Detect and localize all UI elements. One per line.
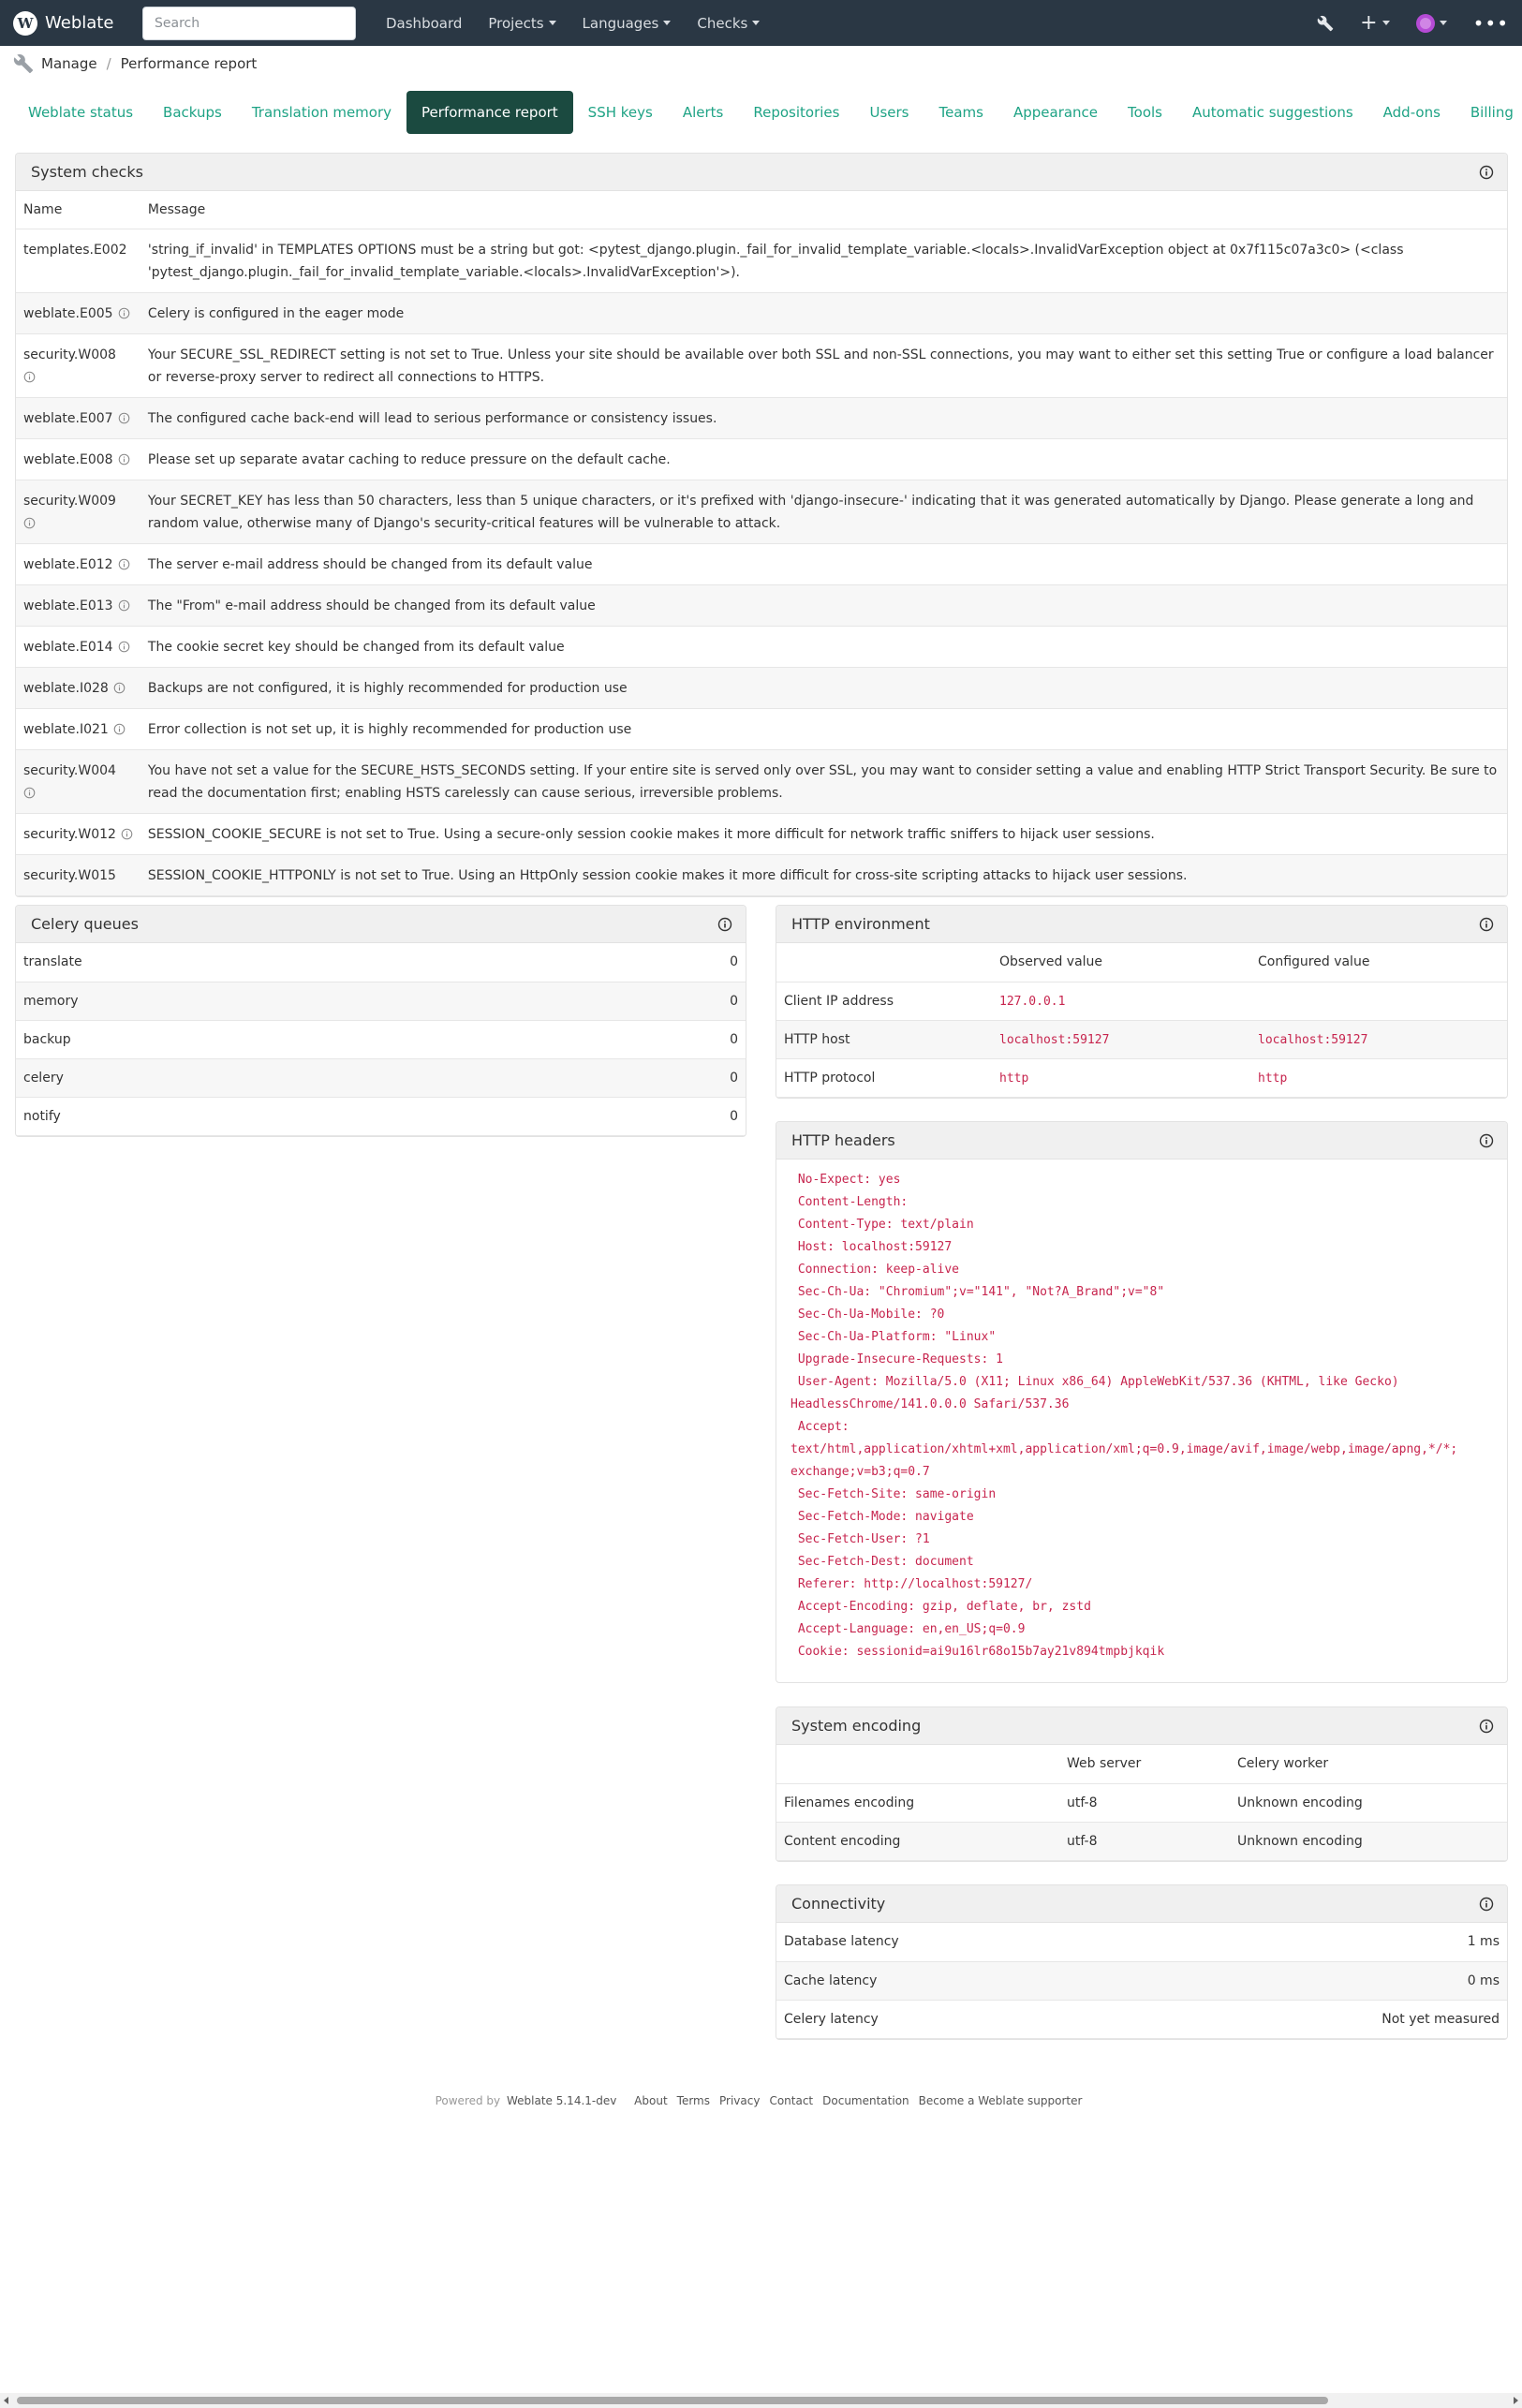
observed-value: http — [999, 1071, 1029, 1086]
check-id: security.W012 — [23, 826, 116, 842]
avatar — [1416, 14, 1435, 33]
admin-wrench-icon[interactable] — [1304, 15, 1347, 32]
panel-header — [16, 906, 746, 943]
info-icon[interactable] — [121, 825, 133, 837]
header-line: Content-Type: text/plain — [791, 1218, 974, 1232]
env-observed — [992, 1058, 1250, 1097]
check-id: security.W015 — [23, 867, 116, 883]
check-message: The cookie secret key should be changed from its default value — [140, 626, 1507, 667]
info-icon[interactable] — [1479, 917, 1494, 932]
breadcrumb-manage[interactable]: Manage — [41, 55, 97, 72]
queue-count: 0 — [569, 943, 746, 982]
col-blank — [776, 1745, 1059, 1783]
check-id-cell — [16, 333, 140, 397]
table-row — [16, 438, 1507, 480]
header-line: Sec-Ch-Ua: "Chromium";v="141", "Not?A_Brand";v="8" — [791, 1285, 1165, 1299]
col-web-server: Web server — [1059, 1745, 1230, 1783]
table-row — [16, 749, 1507, 813]
check-id-cell — [16, 292, 140, 333]
check-id: weblate.E014 — [23, 639, 113, 655]
table-row — [16, 543, 1507, 584]
header-line: Referer: http://localhost:59127/ — [791, 1577, 1033, 1591]
panel-title: HTTP headers — [791, 1131, 895, 1149]
info-icon[interactable] — [1479, 165, 1494, 180]
chevron-down-icon — [752, 21, 760, 25]
check-id: weblate.E007 — [23, 410, 113, 426]
header-line: Cookie: sessionid=ai9u16lr68o15b7ay21v894tmpbjkqik — [791, 1645, 1165, 1659]
check-message: The configured cache back-end will lead to serious performance or consistency issues. — [140, 397, 1507, 438]
table-row — [16, 333, 1507, 397]
header-line: Accept-Language: en,en_US;q=0.9 — [791, 1622, 1026, 1636]
check-id: security.W008 — [23, 347, 116, 362]
table-row — [16, 708, 1507, 749]
table-row — [16, 854, 1507, 895]
check-message: The server e-mail address should be changed from its default value — [140, 543, 1507, 584]
tab-backups[interactable]: Backups — [163, 104, 222, 121]
panel-title: Celery queues — [31, 915, 139, 933]
table-row — [776, 1961, 1507, 2000]
env-configured — [1250, 1020, 1507, 1058]
col-celery-worker: Celery worker — [1230, 1745, 1507, 1783]
tab-automatic-suggestions[interactable]: Automatic suggestions — [1192, 104, 1353, 121]
check-id-cell — [16, 584, 140, 626]
tab-users[interactable]: Users — [869, 104, 909, 121]
col-configured: Configured value — [1250, 943, 1507, 982]
header-line: Connection: keep-alive — [791, 1263, 960, 1277]
main-nav — [373, 0, 773, 46]
table-row — [16, 397, 1507, 438]
header-line: Sec-Ch-Ua-Platform: "Linux" — [791, 1330, 997, 1344]
connectivity-name: Cache latency — [776, 1961, 1138, 2000]
table-row — [16, 943, 746, 982]
check-id-cell — [16, 480, 140, 543]
check-id-cell — [16, 438, 140, 480]
check-id-cell — [16, 626, 140, 667]
table-row — [776, 1020, 1507, 1058]
col-message: Message — [140, 191, 1507, 229]
check-id-cell — [16, 229, 140, 292]
footer-powered-by: Powered by — [435, 2094, 501, 2107]
encoding-name: Filenames encoding — [776, 1783, 1059, 1822]
brand-name: Weblate — [45, 13, 114, 33]
tab-weblate-status[interactable]: Weblate status — [28, 104, 134, 121]
check-id: weblate.I028 — [23, 680, 109, 696]
header-line: Sec-Fetch-Mode: navigate — [791, 1510, 974, 1524]
celery-queues-panel — [15, 905, 746, 1137]
horizontal-scrollbar[interactable] — [0, 2393, 1522, 2408]
http-environment-panel — [776, 905, 1508, 1099]
info-icon[interactable] — [118, 638, 130, 650]
connectivity-name: Database latency — [776, 1923, 1138, 1961]
nav-link-languages[interactable] — [569, 15, 685, 32]
observed-value: localhost:59127 — [999, 1032, 1110, 1047]
chevron-down-icon — [663, 21, 671, 25]
footer-link-contact[interactable]: Contact — [769, 2094, 814, 2107]
encoding-celery: Unknown encoding — [1230, 1822, 1507, 1860]
check-message: Error collection is not set up, it is highly recommended for production use — [140, 708, 1507, 749]
table-row — [16, 982, 746, 1020]
check-id: weblate.E008 — [23, 451, 113, 467]
check-id-cell — [16, 813, 140, 854]
env-name: Client IP address — [776, 982, 992, 1020]
check-id: security.W004 — [23, 762, 116, 778]
env-name: HTTP host — [776, 1020, 992, 1058]
table-row — [16, 292, 1507, 333]
tab-tools[interactable]: Tools — [1128, 104, 1162, 121]
nav-link-dashboard[interactable] — [373, 15, 475, 32]
info-icon[interactable] — [23, 368, 36, 380]
panel-title: HTTP environment — [791, 915, 930, 933]
check-message: Please set up separate avatar caching to reduce pressure on the default cache. — [140, 438, 1507, 480]
tab-alerts[interactable]: Alerts — [682, 104, 724, 121]
info-icon[interactable] — [1479, 1133, 1494, 1148]
queue-name: backup — [16, 1020, 569, 1058]
header-line: Sec-Ch-Ua-Mobile: ?0 — [791, 1307, 945, 1322]
panel-header — [16, 154, 1507, 191]
scrollbar-thumb[interactable] — [17, 2397, 1328, 2404]
connectivity-value: 1 ms — [1138, 1923, 1507, 1961]
info-icon[interactable] — [717, 917, 732, 932]
env-name: HTTP protocol — [776, 1058, 992, 1097]
tab-ssh-keys[interactable]: SSH keys — [587, 104, 653, 121]
check-id-cell — [16, 708, 140, 749]
breadcrumb-separator: / — [106, 55, 111, 72]
nav-link-label: Projects — [488, 14, 544, 32]
nav-link-label: Dashboard — [386, 14, 463, 32]
check-id: templates.E002 — [23, 242, 127, 258]
header-line: exchange;v=b3;q=0.7 — [791, 1465, 930, 1479]
table-row — [16, 480, 1507, 543]
observed-value: 127.0.0.1 — [999, 994, 1066, 1009]
panel-title: System encoding — [791, 1717, 922, 1735]
footer-link-documentation[interactable]: Documentation — [822, 2094, 909, 2107]
env-observed — [992, 982, 1250, 1020]
tab-add-ons[interactable]: Add-ons — [1382, 104, 1441, 121]
encoding-celery: Unknown encoding — [1230, 1783, 1507, 1822]
env-configured — [1250, 1058, 1507, 1097]
footer-link-about[interactable]: About — [634, 2094, 668, 2107]
table-row — [16, 1058, 746, 1097]
encoding-web: utf-8 — [1059, 1783, 1230, 1822]
encoding-web: utf-8 — [1059, 1822, 1230, 1860]
info-icon[interactable] — [23, 514, 36, 526]
check-message: Your SECURE_SSL_REDIRECT setting is not set to True. Unless your site should be available over both SSL and non-SSL connections, you may want to either set this setting True or configure a load balancer or reverse-proxy server to redirect all connections to HTTPS. — [140, 333, 1507, 397]
env-configured — [1250, 982, 1507, 1020]
check-id-cell — [16, 854, 140, 895]
check-message: You have not set a value for the SECURE_HSTS_SECONDS setting. If your entire site is served only over SSL, you may want to consider setting a value and enabling HTTP Strict Transport Security. Be sure to read the documentation first; enabling HSTS carelessly can cause serious, irreversible problems. — [140, 749, 1507, 813]
check-message: Backups are not configured, it is highly recommended for production use — [140, 667, 1507, 708]
encoding-name: Content encoding — [776, 1822, 1059, 1860]
http-headers-panel — [776, 1121, 1508, 1683]
info-icon[interactable] — [118, 409, 130, 421]
panel-title: System checks — [31, 163, 143, 181]
table-row — [16, 626, 1507, 667]
user-menu[interactable] — [1403, 14, 1460, 33]
info-icon[interactable] — [118, 451, 130, 463]
plus-icon: + — [1360, 11, 1378, 35]
panel-header — [776, 1122, 1507, 1160]
connectivity-name: Celery latency — [776, 2000, 1138, 2038]
header-line: Sec-Fetch-Site: same-origin — [791, 1487, 997, 1501]
info-icon[interactable] — [118, 597, 130, 609]
breadcrumb-current: Performance report — [120, 55, 258, 72]
header-line: Host: localhost:59127 — [791, 1240, 953, 1254]
nav-link-label: Languages — [582, 14, 659, 32]
panel-header — [776, 906, 1507, 943]
scroll-left-icon[interactable] — [4, 2397, 8, 2404]
queue-count: 0 — [569, 1020, 746, 1058]
table-row — [776, 1058, 1507, 1097]
col-name: Name — [16, 191, 140, 229]
add-menu[interactable] — [1347, 11, 1402, 35]
chevron-down-icon — [549, 21, 556, 25]
info-icon[interactable] — [118, 304, 130, 317]
footer-link-terms[interactable]: Terms — [676, 2094, 710, 2107]
brand-link[interactable] — [13, 11, 129, 36]
check-message: The "From" e-mail address should be changed from its default value — [140, 584, 1507, 626]
tab-repositories[interactable]: Repositories — [753, 104, 840, 121]
nav-link-label: Checks — [697, 14, 748, 32]
weblate-logo-icon: W — [13, 11, 37, 36]
check-message: SESSION_COOKIE_SECURE is not set to True. Using a secure-only session cookie makes it more difficult for network traffic sniffers to hijack user sessions. — [140, 813, 1507, 854]
table-row — [16, 584, 1507, 626]
info-icon[interactable] — [1479, 1719, 1494, 1734]
table-row — [776, 982, 1507, 1020]
header-line: Content-Length: — [791, 1195, 909, 1209]
system-encoding-panel — [776, 1706, 1508, 1862]
table-row — [16, 1020, 746, 1058]
table-row — [16, 813, 1507, 854]
header-line: Accept-Encoding: gzip, deflate, br, zstd — [791, 1600, 1091, 1614]
table-row — [16, 667, 1507, 708]
more-options-icon[interactable]: ••• — [1472, 11, 1509, 35]
http-headers-content — [776, 1160, 1507, 1673]
tab-teams[interactable]: Teams — [938, 104, 983, 121]
table-row — [776, 1923, 1507, 1961]
header-line: Sec-Fetch-Dest: document — [791, 1555, 974, 1569]
configured-value: localhost:59127 — [1258, 1032, 1368, 1047]
nav-link-checks[interactable] — [684, 15, 773, 32]
table-row — [16, 229, 1507, 292]
footer — [0, 2094, 1522, 2107]
check-id-cell — [16, 397, 140, 438]
tab-translation-memory[interactable]: Translation memory — [251, 104, 392, 121]
queue-count: 0 — [569, 1058, 746, 1097]
check-id-cell — [16, 749, 140, 813]
check-id: weblate.E005 — [23, 305, 113, 321]
tab-billing[interactable]: Billing — [1470, 104, 1514, 121]
panel-header — [776, 1885, 1507, 1923]
col-observed: Observed value — [992, 943, 1250, 982]
check-id: weblate.E013 — [23, 598, 113, 613]
top-navbar — [0, 0, 1522, 46]
info-icon[interactable] — [113, 679, 126, 691]
footer-link-become-a-weblate-supporter[interactable]: Become a Weblate supporter — [918, 2094, 1083, 2107]
check-id: security.W009 — [23, 493, 116, 509]
header-line: Accept: — [791, 1420, 850, 1434]
queue-name: celery — [16, 1058, 569, 1097]
queue-count: 0 — [569, 1097, 746, 1135]
check-message: SESSION_COOKIE_HTTPONLY is not set to True. Using an HttpOnly session cookie makes it more difficult for cross-site scripting attacks to hijack user sessions. — [140, 854, 1507, 895]
breadcrumb — [13, 53, 257, 74]
check-message: Your SECRET_KEY has less than 50 characters, less than 5 unique characters, or it's prefixed with 'django-insecure-' indicating that it was generated automatically by Django. Please generate a long and random value, otherwise many of Django's security-critical features will be vulnerable to attack. — [140, 480, 1507, 543]
queue-count: 0 — [569, 982, 746, 1020]
configured-value: http — [1258, 1071, 1288, 1086]
nav-link-projects[interactable] — [475, 15, 569, 32]
search-input[interactable] — [142, 7, 356, 40]
check-id-cell — [16, 543, 140, 584]
footer-version-link[interactable]: Weblate 5.14.1-dev — [506, 2094, 617, 2107]
check-id: weblate.E012 — [23, 556, 113, 572]
connectivity-panel — [776, 1884, 1508, 2040]
info-icon[interactable] — [113, 720, 126, 732]
info-icon[interactable] — [23, 784, 36, 796]
table-row — [16, 1097, 746, 1135]
check-id: weblate.I021 — [23, 721, 109, 737]
admin-tabs — [13, 91, 1522, 134]
wrench-icon — [13, 53, 34, 74]
check-id-cell — [16, 667, 140, 708]
env-observed — [992, 1020, 1250, 1058]
system-checks-panel — [15, 153, 1508, 897]
check-message: 'string_if_invalid' in TEMPLATES OPTIONS must be a string but got: <pytest_django.plugin._fail_for_invalid_template_variable.<locals>.InvalidVarException object at 0x7f115c07a3c0> (<class 'pytest_django.plugin._fail_for_invalid_template_variable.<locals>.InvalidVarException'>). — [140, 229, 1507, 292]
connectivity-value: 0 ms — [1138, 1961, 1507, 2000]
queue-name: translate — [16, 943, 569, 982]
header-line: No-Expect: yes — [791, 1173, 901, 1187]
header-line: text/html,application/xhtml+xml,application/xml;q=0.9,image/avif,image/webp,image/apng,*/*; — [791, 1442, 1458, 1456]
navbar-right — [1304, 0, 1522, 46]
queue-name: memory — [16, 982, 569, 1020]
table-row — [776, 1822, 1507, 1860]
info-icon[interactable] — [1479, 1897, 1494, 1912]
footer-link-privacy[interactable]: Privacy — [719, 2094, 761, 2107]
info-icon[interactable] — [118, 555, 130, 568]
tab-appearance[interactable]: Appearance — [1012, 104, 1099, 121]
header-line: Sec-Fetch-User: ?1 — [791, 1532, 930, 1546]
panel-title: Connectivity — [791, 1895, 886, 1913]
queue-name: notify — [16, 1097, 569, 1135]
table-row — [776, 2000, 1507, 2038]
header-line: HeadlessChrome/141.0.0.0 Safari/537.36 — [791, 1397, 1070, 1411]
tab-performance-report[interactable]: Performance report — [406, 91, 573, 134]
check-message: Celery is configured in the eager mode — [140, 292, 1507, 333]
scroll-right-icon[interactable] — [1514, 2397, 1518, 2404]
col-blank — [776, 943, 992, 982]
header-line: User-Agent: Mozilla/5.0 (X11; Linux x86_64) AppleWebKit/537.36 (KHTML, like Gecko) — [791, 1375, 1399, 1389]
connectivity-value: Not yet measured — [1138, 2000, 1507, 2038]
header-line: Upgrade-Insecure-Requests: 1 — [791, 1352, 1003, 1367]
table-row — [776, 1783, 1507, 1822]
panel-header — [776, 1707, 1507, 1745]
